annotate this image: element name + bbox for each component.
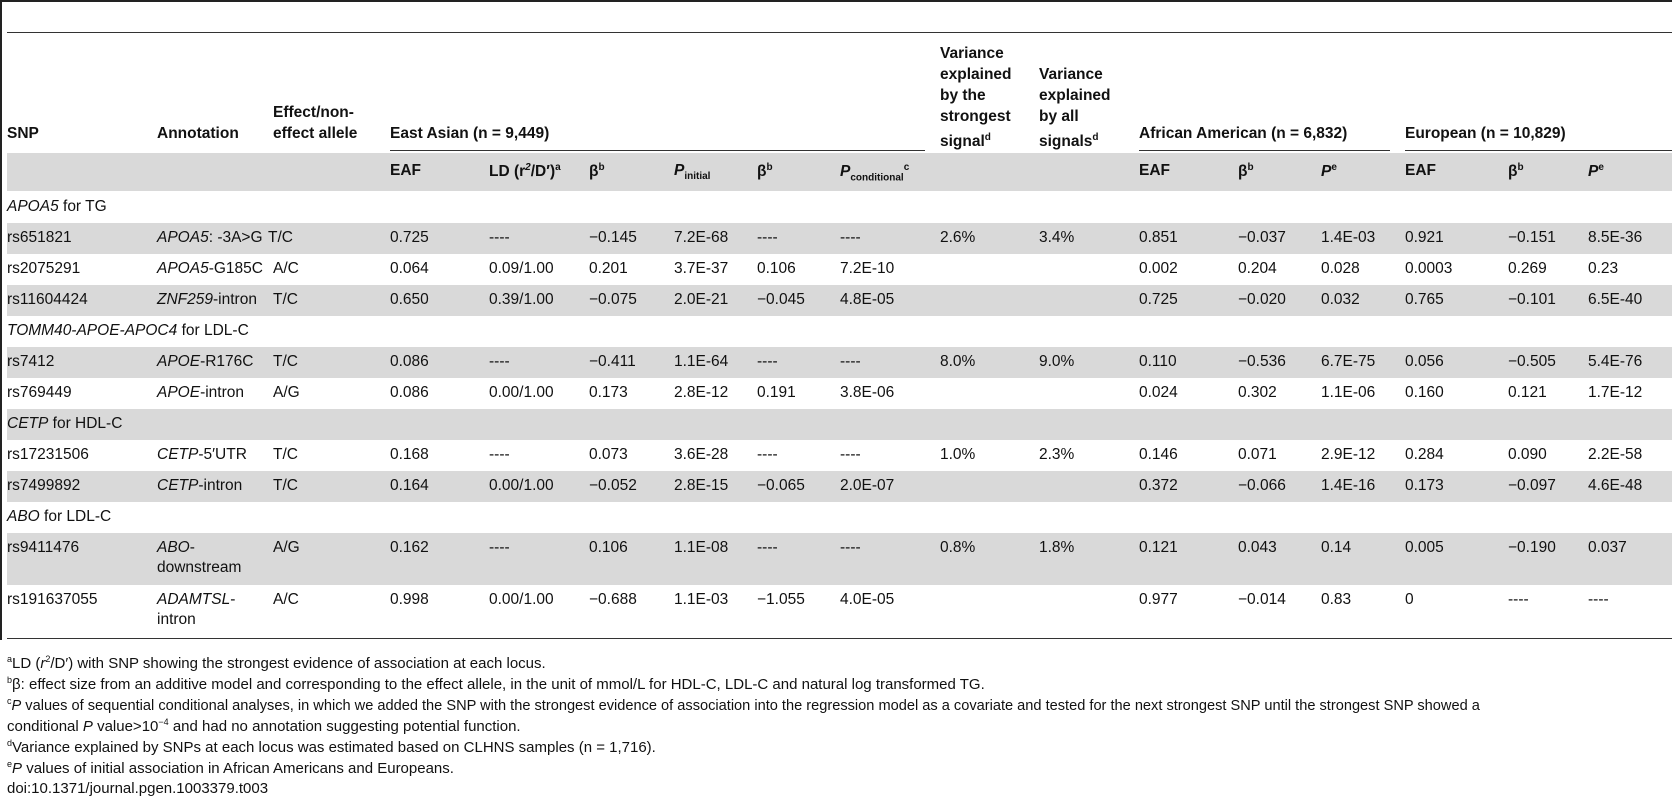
cell-beta2: −0.045 [757, 291, 805, 308]
cell-aa-beta: 0.204 [1238, 260, 1277, 277]
cell-eu-eaf: 0.056 [1405, 353, 1444, 370]
cell-aa-p: 0.028 [1321, 260, 1360, 277]
cell-aa-beta: 0.302 [1238, 384, 1277, 401]
cell-p-initial: 3.7E-37 [674, 260, 729, 277]
cell-eu-p: 0.23 [1588, 260, 1619, 277]
section-label: APOA5 for TG [7, 198, 107, 215]
cell-ld: 0.09/1.00 [489, 260, 554, 277]
footnote-d: $^d$Variance explained by SNPs at each locus was estimated based on CLHNS samples (n = 1,716). [7, 738, 656, 756]
footnote-c: $^c$P values of sequential conditional analyses, in which we added the SNP with the strongest evidence of association into the regression model as a covariate and tested for the next strongest SNP until the strongest SNP showed a [7, 696, 1480, 714]
cell-allele: A/G [273, 539, 300, 556]
cell-aa-beta: −0.066 [1238, 477, 1286, 494]
header-annotation: Annotation [157, 125, 239, 142]
cell-p-initial: 7.2E-68 [674, 229, 729, 246]
cell-aa-eaf: 0.372 [1139, 477, 1178, 494]
cell-allele: T/C [273, 353, 298, 370]
section-row-apoa5 [7, 192, 1672, 223]
cell-eu-eaf: 0.0003 [1405, 260, 1453, 277]
cell-eu-p: 1.7E-12 [1588, 384, 1643, 401]
header-east-asian: East Asian (n = 9,449) [390, 125, 550, 142]
cell-eu-beta: −0.151 [1508, 229, 1556, 246]
cell-p-conditional: 7.2E-10 [840, 260, 895, 277]
cell-ea-eaf: 0.650 [390, 291, 429, 308]
cell-eu-beta: 0.121 [1508, 384, 1547, 401]
cell-annotation: ZNF259-intron [157, 291, 257, 308]
cell-eu-beta: −0.097 [1508, 477, 1556, 494]
cell-eu-eaf: 0.765 [1405, 291, 1444, 308]
cell-p-initial: 3.6E-28 [674, 446, 729, 463]
footnote-a: $^a$LD $(r^2/D')$ with SNP showing the strongest evidence of association at each locus. [7, 654, 546, 672]
cell-ea-eaf: 0.086 [390, 353, 429, 370]
cell-aa-beta: −0.536 [1238, 353, 1286, 370]
cell-aa-p: 0.83 [1321, 591, 1352, 608]
cell-eu-eaf: 0 [1405, 591, 1414, 608]
cell-annotation: APOE-intron [157, 384, 245, 401]
cell-p-initial: 2.8E-12 [674, 384, 729, 401]
cell-eu-p: 6.5E-40 [1588, 291, 1643, 308]
cell-eu-eaf: 0.921 [1405, 229, 1444, 246]
cell-aa-beta: 0.043 [1238, 539, 1277, 556]
cell-eu-p: ---- [1588, 591, 1609, 608]
cell-ea-eaf: 0.998 [390, 591, 429, 608]
cell-aa-eaf: 0.121 [1139, 539, 1178, 556]
cell-eu-beta: −0.190 [1508, 539, 1556, 556]
cell-ea-eaf: 0.162 [390, 539, 429, 556]
cell-p-initial: 1.1E-64 [674, 353, 729, 370]
cell-p-conditional: 2.0E-07 [840, 477, 895, 494]
cell-aa-p: 0.14 [1321, 539, 1352, 556]
header-snp: SNP [7, 125, 39, 142]
african-american-underline [1139, 150, 1390, 151]
sub-ea-eaf: EAF [390, 162, 421, 179]
cell-ld: ---- [489, 539, 510, 556]
section-row-tomm40 [7, 316, 1672, 347]
cell-snp: rs2075291 [7, 260, 81, 277]
cell-var-all: 9.0% [1039, 353, 1075, 370]
cell-var-strongest: 0.8% [940, 539, 976, 556]
cell-eu-beta: ---- [1508, 591, 1529, 608]
cell-annotation: APOA5-G185C [157, 260, 263, 277]
cell-beta: −0.052 [589, 477, 637, 494]
cell-aa-eaf: 0.002 [1139, 260, 1178, 277]
footnote-b: $^b$β: effect size from an additive model and corresponding to the effect allele, in the unit of mmol/L for HDL-C, LDL-C and natural log transformed TG. [7, 675, 985, 693]
cell-beta2: −1.055 [757, 591, 805, 608]
cell-snp: rs11604424 [7, 291, 88, 308]
cell-beta: 0.073 [589, 446, 628, 463]
cell-snp: rs7412 [7, 353, 55, 370]
cell-snp: rs17231506 [7, 446, 89, 463]
cell-eu-p: 2.2E-58 [1588, 446, 1643, 463]
cell-eu-eaf: 0.160 [1405, 384, 1444, 401]
cell-snp: rs769449 [7, 384, 72, 401]
section-label: TOMM40-APOE-APOC4 for LDL-C [7, 322, 249, 339]
cell-aa-p: 2.9E-12 [1321, 446, 1376, 463]
sub-aa-eaf: EAF [1139, 162, 1170, 179]
cell-aa-beta: −0.014 [1238, 591, 1286, 608]
doi-link[interactable]: doi:10.1371/journal.pgen.1003379.t003 [7, 780, 269, 797]
cell-eu-eaf: 0.284 [1405, 446, 1444, 463]
cell-annotation: ABO- downstream [157, 539, 242, 576]
left-border [0, 0, 2, 640]
cell-eu-eaf: 0.173 [1405, 477, 1444, 494]
cell-eu-beta: −0.505 [1508, 353, 1556, 370]
cell-ea-eaf: 0.168 [390, 446, 429, 463]
cell-p-conditional: ---- [840, 229, 861, 246]
cell-snp: rs651821 [7, 229, 72, 246]
cell-var-strongest: 2.6% [940, 229, 976, 246]
cell-annotation: APOE-R176C [157, 353, 254, 370]
cell-eu-p: 8.5E-36 [1588, 229, 1643, 246]
cell-p-initial: 1.1E-03 [674, 591, 729, 608]
cell-snp: rs9411476 [7, 539, 80, 556]
section-row-cetp [7, 409, 1672, 440]
cell-ld: ---- [489, 446, 510, 463]
cell-p-initial: 2.0E-21 [674, 291, 729, 308]
cell-aa-eaf: 0.851 [1139, 229, 1178, 246]
cell-annotation: ADAMTSL- intron [157, 591, 236, 628]
sub-eu-eaf: EAF [1405, 162, 1436, 179]
cell-p-conditional: 4.0E-05 [840, 591, 895, 608]
cell-ea-eaf: 0.164 [390, 477, 429, 494]
cell-ea-eaf: 0.064 [390, 260, 429, 277]
header-variance-strongest: Variance explained by the strongest signal$^d$ [940, 45, 1012, 151]
section-row-abo [7, 502, 1672, 533]
cell-ld: ---- [489, 229, 510, 246]
section-label: CETP for HDL-C [7, 415, 123, 432]
cell-beta2: ---- [757, 353, 778, 370]
header-variance-all: Variance explained by all signals$^d$ [1039, 66, 1111, 151]
sub-ea-p-conditional: $P_{conditional}^c$ [840, 162, 910, 184]
header-effect-allele: Effect/non- effect allele [273, 104, 358, 142]
sub-ea-ld: LD $(r^2/D')^a$ [489, 162, 561, 181]
top-border [0, 0, 1672, 2]
cell-aa-eaf: 0.024 [1139, 384, 1178, 401]
cell-aa-eaf: 0.977 [1139, 591, 1178, 608]
cell-beta2: −0.065 [757, 477, 805, 494]
cell-p-conditional: 3.8E-06 [840, 384, 895, 401]
cell-ld: 0.39/1.00 [489, 291, 554, 308]
cell-p-conditional: 4.8E-05 [840, 291, 895, 308]
cell-allele: A/G [273, 384, 300, 401]
cell-aa-p: 1.4E-16 [1321, 477, 1376, 494]
cell-beta: −0.075 [589, 291, 637, 308]
cell-eu-eaf: 0.005 [1405, 539, 1444, 556]
cell-aa-p: 1.4E-03 [1321, 229, 1376, 246]
cell-eu-p: 4.6E-48 [1588, 477, 1643, 494]
cell-beta2: 0.191 [757, 384, 796, 401]
sub-ea-beta: $\beta^b$ [589, 162, 605, 181]
cell-p-initial: 1.1E-08 [674, 539, 729, 556]
footnote-c-continued: conditional P $value>10^{-4}$ and had no annotation suggesting potential function. [7, 717, 521, 735]
sub-aa-p: $P^e$ [1321, 162, 1337, 181]
cell-var-strongest: 8.0% [940, 353, 976, 370]
cell-eu-p: 5.4E-76 [1588, 353, 1643, 370]
european-underline [1405, 150, 1672, 151]
cell-eu-beta: −0.101 [1508, 291, 1556, 308]
cell-p-conditional: ---- [840, 353, 861, 370]
cell-beta2: ---- [757, 229, 778, 246]
cell-beta: −0.411 [589, 353, 636, 370]
cell-beta: 0.106 [589, 539, 628, 556]
cell-aa-eaf: 0.146 [1139, 446, 1178, 463]
cell-ea-eaf: 0.086 [390, 384, 429, 401]
cell-p-conditional: ---- [840, 539, 861, 556]
cell-var-all: 1.8% [1039, 539, 1075, 556]
cell-eu-p: 0.037 [1588, 539, 1627, 556]
cell-beta: 0.173 [589, 384, 628, 401]
table-bottom-rule [7, 638, 1672, 639]
cell-p-conditional: ---- [840, 446, 861, 463]
cell-aa-beta: −0.037 [1238, 229, 1286, 246]
cell-snp: rs7499892 [7, 477, 81, 494]
cell-beta2: ---- [757, 539, 778, 556]
table-top-rule [7, 32, 1672, 33]
cell-beta: −0.145 [589, 229, 637, 246]
cell-eu-beta: 0.269 [1508, 260, 1547, 277]
sub-aa-beta: $\beta^b$ [1238, 162, 1254, 181]
sub-eu-p: $P^e$ [1588, 162, 1604, 181]
cell-var-strongest: 1.0% [940, 446, 976, 463]
cell-snp: rs191637055 [7, 591, 98, 608]
cell-ld: 0.00/1.00 [489, 477, 554, 494]
cell-beta: −0.688 [589, 591, 637, 608]
cell-ld: 0.00/1.00 [489, 591, 554, 608]
cell-var-all: 3.4% [1039, 229, 1075, 246]
cell-beta: 0.201 [589, 260, 628, 277]
section-label: ABO for LDL-C [7, 508, 112, 525]
cell-p-initial: 2.8E-15 [674, 477, 729, 494]
sub-eu-beta: $\beta^b$ [1508, 162, 1524, 181]
cell-aa-p: 0.032 [1321, 291, 1360, 308]
cell-var-all: 2.3% [1039, 446, 1075, 463]
cell-aa-p: 6.7E-75 [1321, 353, 1376, 370]
cell-allele: T/C [273, 446, 298, 463]
cell-annotation: CETP-5′UTR [157, 446, 247, 463]
sub-ea-p-initial: $P_{initial}$ [674, 162, 711, 183]
cell-allele: A/C [273, 260, 299, 277]
cell-allele: A/C [273, 591, 299, 608]
cell-ea-eaf: 0.725 [390, 229, 429, 246]
east-asian-underline [390, 150, 925, 151]
cell-beta2: 0.106 [757, 260, 796, 277]
cell-annotation: CETP-intron [157, 477, 243, 494]
footnote-e: $^e$P values of initial association in African Americans and Europeans. [7, 759, 454, 777]
cell-aa-eaf: 0.110 [1139, 353, 1177, 370]
cell-annotation: APOA5: -3A>G [157, 229, 263, 246]
cell-beta2: ---- [757, 446, 778, 463]
header-european: European (n = 10,829) [1405, 125, 1566, 142]
cell-eu-beta: 0.090 [1508, 446, 1547, 463]
cell-ld: 0.00/1.00 [489, 384, 554, 401]
cell-aa-eaf: 0.725 [1139, 291, 1178, 308]
cell-allele: T/C [268, 229, 293, 246]
cell-aa-beta: 0.071 [1238, 446, 1277, 463]
sub-ea-beta2: $\beta^b$ [757, 162, 773, 181]
cell-aa-p: 1.1E-06 [1321, 384, 1376, 401]
cell-allele: T/C [273, 477, 298, 494]
header-african-american: African American (n = 6,832) [1139, 125, 1348, 142]
cell-aa-beta: −0.020 [1238, 291, 1286, 308]
cell-ld: ---- [489, 353, 510, 370]
cell-allele: T/C [273, 291, 298, 308]
